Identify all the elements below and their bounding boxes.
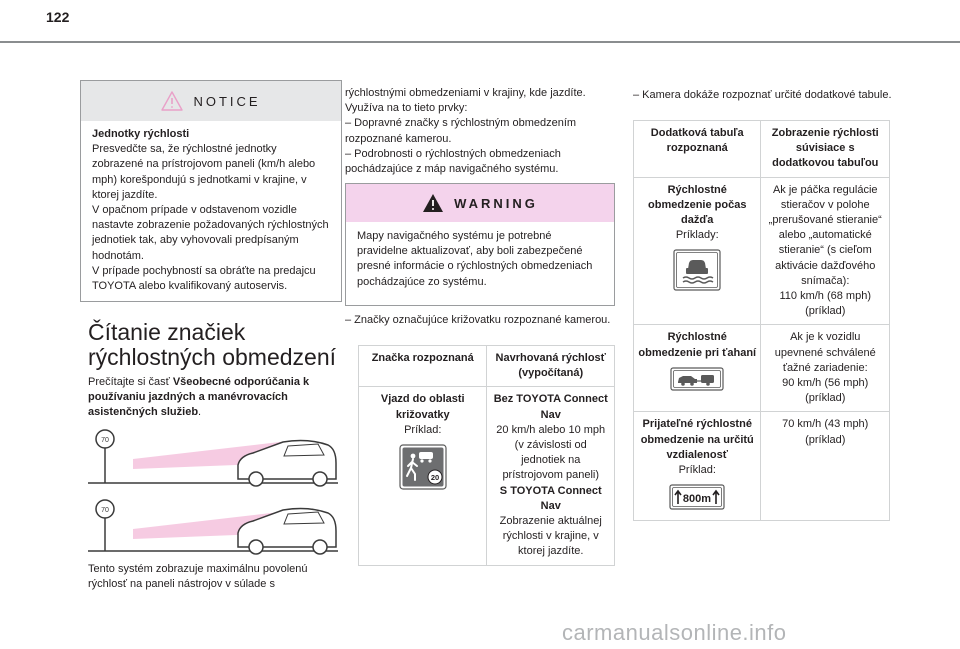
- intersection-intro: – Značky označujúce križovatku rozpoznané kamerou.: [345, 314, 611, 326]
- warning-box: [345, 183, 615, 306]
- table-cell: [634, 412, 761, 521]
- table-header-cell: Dodatková tabuľa rozpoznaná: [634, 121, 761, 178]
- panel-speed-value: 70 km/h (43 mph): [782, 418, 869, 431]
- panel-name: Rýchlostné obmedzenie pri ťahaní: [638, 331, 757, 359]
- table-row: [634, 325, 890, 412]
- panel-example-note: (príklad): [805, 392, 846, 405]
- notice-heading: Jednotky rýchlosti: [92, 128, 190, 140]
- column-2-paragraph-3: – Podrobnosti o rýchlostných obmedzeniach pochádzajúce z máp navigačného systému.: [345, 147, 561, 176]
- column-2-paragraph-2: – Dopravné značky s rýchlostným obmedzením rozpoznané kamerou.: [345, 117, 577, 145]
- panel-speed-value: 90 km/h (56 mph): [782, 377, 869, 390]
- intro-reference-link[interactable]: Všeobecné odporúčania k používaniu jazdných a manévrovacích asistenčných služieb: [88, 376, 310, 419]
- table-row: [634, 412, 890, 521]
- panel-name: Prijateľné rýchlostné obmedzenie na určitú vzdialenosť: [640, 418, 754, 461]
- intro-suffix: .: [198, 406, 202, 419]
- table-cell: [634, 177, 761, 325]
- warning-triangle-icon: [422, 193, 444, 213]
- intersection-sign-table: [358, 345, 615, 566]
- table-cell: [761, 177, 890, 325]
- example-label: Príklad:: [404, 423, 442, 436]
- table-cell: [761, 412, 890, 521]
- example-label: Príklady:: [675, 229, 719, 242]
- table-row: [359, 387, 615, 565]
- column-2-paragraph-1: rýchlostnými obmedzeniami v krajiny, kde jazdíte. Využíva na to tieto prvky:: [345, 87, 586, 115]
- with-nav-value: Zobrazenie aktuálnej rýchlosti v krajine, v ktorej jazdíte.: [499, 515, 602, 558]
- notice-box: [80, 80, 342, 302]
- with-nav-label: S TOYOTA Connect Nav: [499, 484, 602, 512]
- header-divider: [0, 41, 960, 43]
- table-cell: [359, 387, 487, 565]
- warning-title: WARNING: [454, 195, 538, 211]
- table-header-cell: Navrhovaná rýchlosť (vypočítaná): [487, 346, 615, 387]
- additional-panel-intro: – Kamera dokáže rozpoznať určité dodatkové tabule.: [633, 89, 892, 101]
- page-number: 122: [46, 9, 70, 25]
- speed-sign-value: 70: [101, 437, 109, 444]
- additional-panel-table: [633, 120, 890, 521]
- section-title: Čítanie značiek rýchlostných obmedzení: [88, 319, 337, 370]
- intro-prefix: Prečítajte si časť: [88, 376, 173, 388]
- table-cell: [761, 325, 890, 412]
- distance-panel-icon: [669, 484, 725, 510]
- towing-panel-icon: [670, 367, 724, 391]
- speed-sign-camera-illustration-1: [88, 423, 338, 493]
- notice-triangle-icon: [161, 91, 183, 111]
- sign-name: Vjazd do oblasti križovatky: [380, 393, 465, 421]
- table-header-cell: Značka rozpoznaná: [359, 346, 487, 387]
- panel-example-note: (príklad): [805, 305, 846, 318]
- panel-speed-value: 110 km/h (68 mph): [779, 290, 871, 303]
- table-header-cell: Zobrazenie rýchlosti súvisiace s dodatkovou tabuľou: [761, 121, 890, 178]
- table-cell: [487, 387, 615, 565]
- notice-title: NOTICE: [193, 93, 261, 109]
- intersection-sign-number: 20: [430, 473, 439, 483]
- notice-paragraph-2: V opačnom prípade v odstavenom vozidle nastavte zobrazenie požadovaných rýchlostných jednotiek tak, aby vyhovovali predpísaným hodnotám.: [92, 204, 329, 262]
- notice-paragraph-3: V prípade pochybností sa obráťte na predajcu TOYOTA alebo kvalifikovaný autoservis.: [92, 264, 316, 293]
- speed-sign-camera-illustration-2: [88, 493, 338, 563]
- panel-example-note: (príklad): [805, 433, 846, 446]
- panel-name: Rýchlostné obmedzenie počas dažďa: [648, 183, 747, 227]
- example-label: Príklad:: [678, 464, 716, 477]
- notice-paragraph-1: Presvedčte sa, že rýchlostné jednotky zobrazené na prístrojovom paneli (km/h alebo mph) korešpondujú s jednotkami v krajine, v ktorej jazdíte.: [92, 143, 316, 201]
- bottom-paragraph: Tento systém zobrazuje maximálnu povolenú rýchlosť na paneli nástrojov v súlade s: [88, 563, 308, 591]
- column-2-text: [345, 86, 613, 177]
- warning-body: Mapy navigačného systému je potrebné pravidelne aktualizovať, aby boli zabezpečené presné informácie o rýchlostných obmedzeniach pochádzajúce zo systému.: [357, 230, 593, 288]
- table-cell: [634, 325, 761, 412]
- intro-text: [88, 375, 346, 421]
- warning-header: [346, 184, 614, 222]
- notice-header: [81, 81, 341, 121]
- table-row: [634, 177, 890, 325]
- without-nav-value: 20 km/h alebo 10 mph (v závislosti od jednotiek na prístrojovom paneli): [496, 423, 606, 482]
- watermark: carmanualsonline.info: [562, 620, 787, 645]
- panel-description: Ak je páčka regulácie stieračov v polohe „prerušované stieranie“ alebo „automatické stieranie“ (s cieľom aktivácie dažďového snímača):: [768, 183, 882, 287]
- intersection-zone-sign-icon: [399, 444, 447, 490]
- panel-description: Ak je k vozidlu upevnené schválené ťažné zariadenie:: [774, 331, 876, 374]
- without-nav-label: Bez TOYOTA Connect Nav: [493, 393, 608, 421]
- distance-panel-text: 800m: [683, 493, 712, 506]
- rain-panel-icon: [673, 249, 721, 291]
- speed-sign-value: 70: [101, 507, 109, 514]
